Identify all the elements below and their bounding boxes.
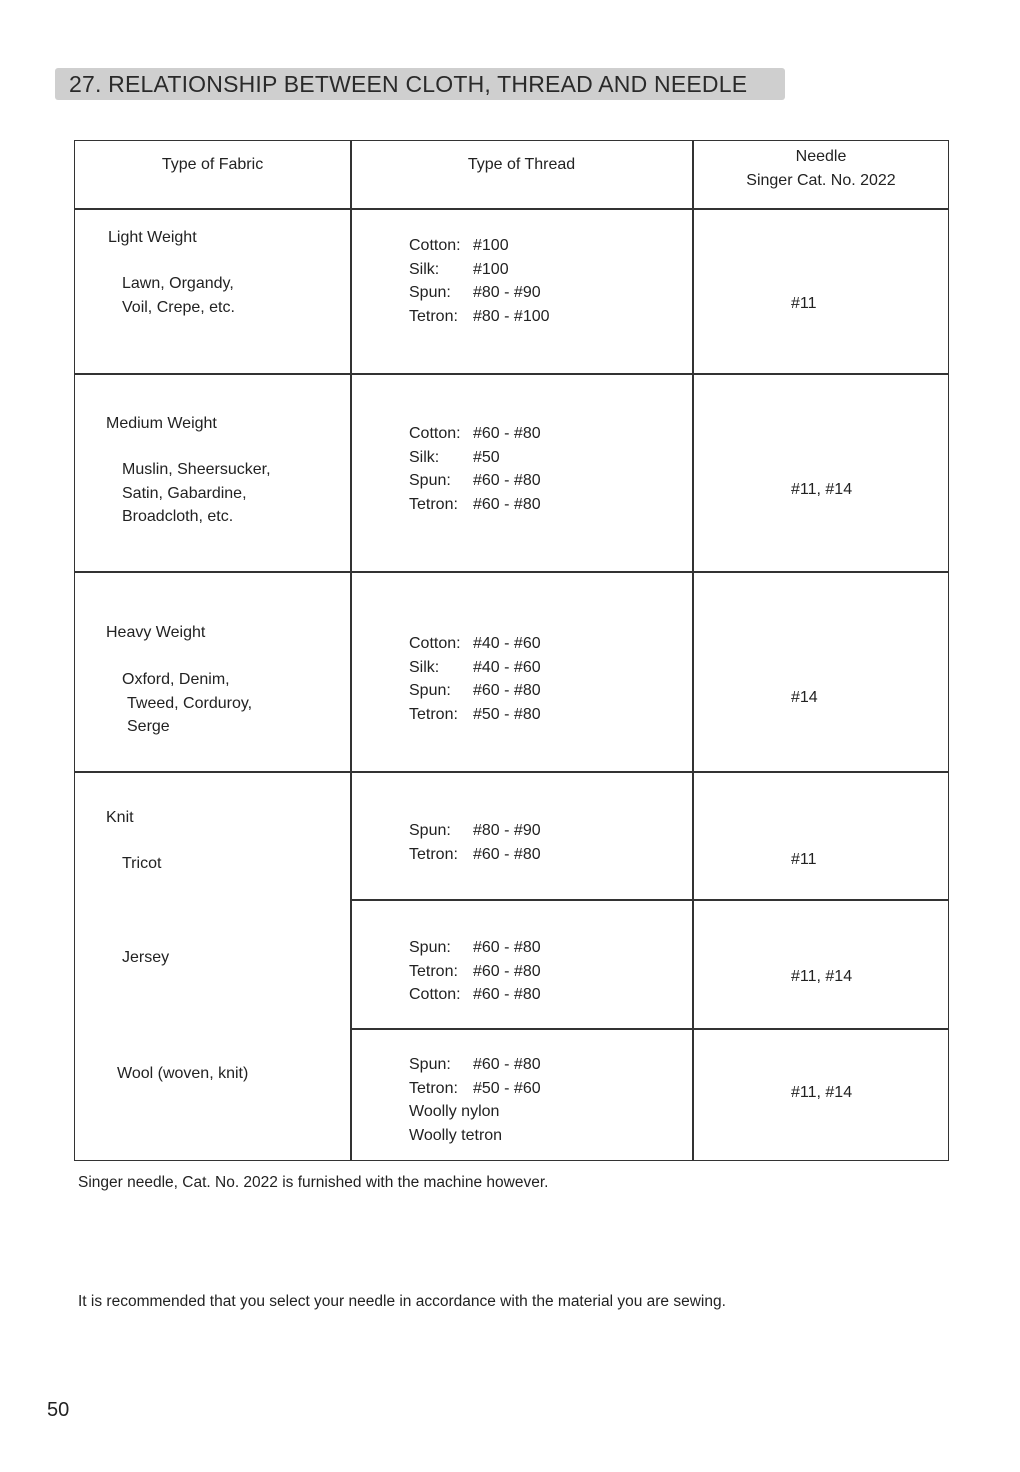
thread-list-heavy bbox=[409, 632, 541, 726]
row-divider-tricot bbox=[351, 899, 948, 901]
thread-list-tricot bbox=[409, 819, 541, 866]
thread-line: Spun: #60 - #80 bbox=[409, 1056, 541, 1073]
thread-line: Cotton: #100 bbox=[409, 237, 509, 254]
needle-light: #11 bbox=[791, 295, 817, 312]
thread-line: Spun: #80 - #90 bbox=[409, 284, 541, 301]
thread-line: Tetron: #60 - #80 bbox=[409, 845, 541, 863]
thread-line: Tetron: #60 - #80 bbox=[409, 495, 541, 513]
row-divider-heavy bbox=[75, 771, 948, 773]
category-medium-weight: Medium Weight bbox=[106, 415, 217, 432]
fabric-list-medium bbox=[122, 458, 271, 529]
thread-line: Silk: #50 bbox=[409, 448, 500, 466]
fabric-line: Satin, Gabardine, bbox=[122, 484, 247, 502]
thread-line: Tetron: #80 - #100 bbox=[409, 307, 550, 325]
thread-list-light bbox=[409, 234, 550, 328]
thread-line: Cotton: #60 - #80 bbox=[409, 986, 541, 1003]
recommendation-text: It is recommended that you select your needle in accordance with the material you are sewing. bbox=[78, 1293, 726, 1310]
column-divider-2 bbox=[692, 141, 694, 1160]
fabric-wool: Wool (woven, knit) bbox=[117, 1065, 249, 1082]
thread-list-wool bbox=[409, 1053, 541, 1147]
header-needle bbox=[693, 145, 949, 192]
thread-line: Woolly nylon bbox=[409, 1103, 500, 1120]
fabric-line: Broadcloth, etc. bbox=[122, 508, 234, 525]
header-divider bbox=[75, 208, 948, 210]
cloth-thread-needle-table bbox=[74, 140, 949, 1161]
thread-line: Spun: #60 - #80 bbox=[409, 472, 541, 489]
page-number: 50 bbox=[47, 1399, 70, 1421]
header-needle-catalog: Singer Cat. No. 2022 bbox=[746, 171, 896, 189]
thread-line: Woolly tetron bbox=[409, 1126, 503, 1144]
row-divider-light bbox=[75, 373, 948, 375]
header-needle-label: Needle bbox=[795, 148, 847, 165]
thread-line: Spun: #80 - #90 bbox=[409, 822, 541, 839]
fabric-jersey: Jersey bbox=[122, 949, 170, 966]
fabric-line: Tweed, Corduroy, bbox=[127, 694, 253, 712]
thread-line: Tetron: #50 - #60 bbox=[409, 1079, 541, 1097]
fabric-list-light bbox=[122, 272, 235, 319]
thread-line: Tetron: #60 - #80 bbox=[409, 962, 541, 980]
fabric-line: Voil, Crepe, etc. bbox=[122, 298, 235, 316]
fabric-line: Muslin, Sheersucker, bbox=[122, 461, 271, 478]
thread-line: Silk: #40 - #60 bbox=[409, 658, 541, 676]
category-light-weight: Light Weight bbox=[108, 229, 197, 246]
header-fabric: Type of Fabric bbox=[161, 156, 264, 173]
category-heavy-weight: Heavy Weight bbox=[106, 624, 206, 641]
footnote: Singer needle, Cat. No. 2022 is furnished with the machine however. bbox=[78, 1174, 549, 1191]
thread-line: Silk: #100 bbox=[409, 260, 509, 278]
header-thread: Type of Thread bbox=[467, 156, 576, 173]
column-divider-1 bbox=[350, 141, 352, 1160]
fabric-list-heavy bbox=[122, 668, 252, 739]
needle-medium: #11, #14 bbox=[791, 481, 853, 498]
needle-tricot: #11 bbox=[791, 851, 817, 868]
thread-line: Cotton: #40 - #60 bbox=[409, 635, 541, 652]
fabric-line: Serge bbox=[127, 718, 170, 735]
row-divider-jersey bbox=[351, 1028, 948, 1030]
fabric-line: Lawn, Organdy, bbox=[122, 275, 234, 292]
thread-line: Spun: #60 - #80 bbox=[409, 682, 541, 699]
needle-jersey: #11, #14 bbox=[791, 968, 853, 985]
thread-line: Cotton: #60 - #80 bbox=[409, 425, 541, 442]
fabric-line: Oxford, Denim, bbox=[122, 671, 230, 688]
thread-list-jersey bbox=[409, 936, 541, 1007]
thread-line: Spun: #60 - #80 bbox=[409, 939, 541, 956]
thread-list-medium bbox=[409, 422, 541, 516]
needle-heavy: #14 bbox=[791, 689, 818, 706]
fabric-tricot: Tricot bbox=[122, 855, 162, 872]
category-knit: Knit bbox=[106, 809, 134, 826]
thread-line: Tetron: #50 - #80 bbox=[409, 705, 541, 723]
row-divider-medium bbox=[75, 571, 948, 573]
section-title: 27. RELATIONSHIP BETWEEN CLOTH, THREAD AND NEEDLE bbox=[55, 68, 785, 100]
needle-wool: #11, #14 bbox=[791, 1084, 853, 1101]
